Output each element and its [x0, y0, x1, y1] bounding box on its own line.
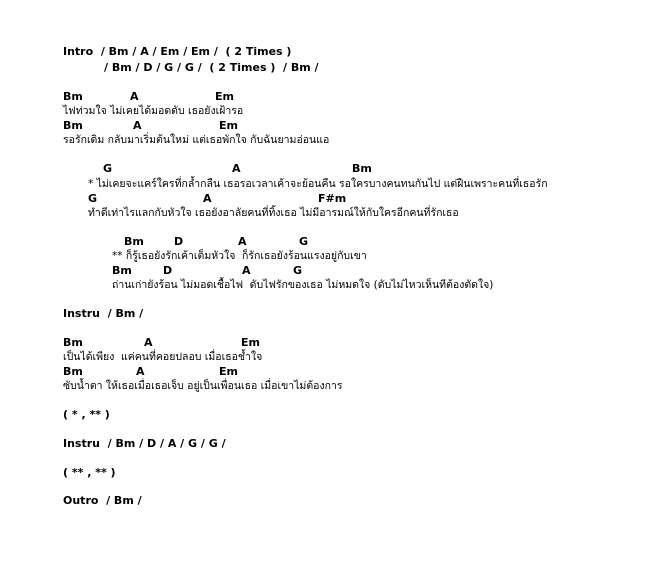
chord: D	[163, 264, 173, 277]
chord: Bm	[63, 119, 83, 132]
lyric-line: * ไม่เคยจะแคร์ใครที่กล้ำกลืน เธอรอเวลาเค้าจะย้อนคืน รอใครบางคนทนกันไป แต่ฝืนเพราะคนที่เธอรัก	[88, 178, 548, 190]
chord: A	[238, 235, 247, 248]
chord: Bm	[63, 90, 83, 103]
lyric-line: ซับน้ำตา ให้เธอเมื่อเธอเจ็บ อยู่เป็นเพื่อนเธอ เมื่อเขาไม่ต้องการ	[63, 380, 343, 392]
outro-line: Outro / Bm /	[63, 494, 142, 507]
instru-line: Instru / Bm / D / A / G / G /	[63, 437, 226, 450]
chord: D	[174, 235, 184, 248]
chord: A	[232, 162, 241, 175]
chord: G	[88, 192, 98, 205]
instru-line: Instru / Bm /	[63, 307, 144, 320]
intro-line-1: Intro / Bm / A / Em / Em / ( 2 Times )	[63, 45, 292, 58]
lyric-line: ** ก็รู้เธอยังรักเค้าเต็มหัวใจ ก็รักเธอยังร้อนแรงอยู่กับเขา	[112, 250, 367, 262]
intro-line-2: / Bm / D / G / G / ( 2 Times ) / Bm /	[104, 61, 319, 74]
chord: G	[293, 264, 303, 277]
repeat-marker: ( ** , ** )	[63, 466, 116, 479]
lyric-line: ทำดีเท่าไรแลกกับหัวใจ เธอยังอาลัยคนที่ทิ้งเธอ ไม่มีอารมณ์ให้กับใครอีกคนที่รักเธอ	[88, 207, 459, 219]
chord: Bm	[63, 336, 83, 349]
repeat-marker: ( * , ** )	[63, 408, 110, 421]
chord: Bm	[112, 264, 132, 277]
chord: A	[144, 336, 153, 349]
chord: Em	[215, 90, 234, 103]
chord: A	[130, 90, 139, 103]
chord: Em	[219, 365, 238, 378]
lyric-line: ไฟท่วมใจ ไม่เคยได้มอดดับ เธอยังเฝ้ารอ	[63, 105, 244, 117]
lyric-line: ถ่านเก่ายังร้อน ไม่มอดเชื้อไฟ ดับไฟรักของเธอ ไม่หมดใจ (ดับไม่ไหวเห็นทีต้องตัดใจ)	[112, 279, 494, 291]
chord: Em	[219, 119, 238, 132]
chord: G	[299, 235, 309, 248]
lyric-line: รอรักเดิม กลับมาเริ่มต้นใหม่ แต่เธอพักใจ กับฉันยามอ่อนแอ	[63, 134, 330, 146]
chord: Bm	[352, 162, 372, 175]
chord: Em	[241, 336, 260, 349]
chord: Bm	[124, 235, 144, 248]
chord: A	[133, 119, 142, 132]
chord: F#m	[318, 192, 347, 205]
lyric-line: เป็นได้เพียง แค่คนที่คอยปลอบ เมื่อเธอช้ำใจ	[63, 351, 263, 363]
chord: A	[242, 264, 251, 277]
chord: A	[136, 365, 145, 378]
chord: G	[103, 162, 113, 175]
chord: A	[203, 192, 212, 205]
chord: Bm	[63, 365, 83, 378]
